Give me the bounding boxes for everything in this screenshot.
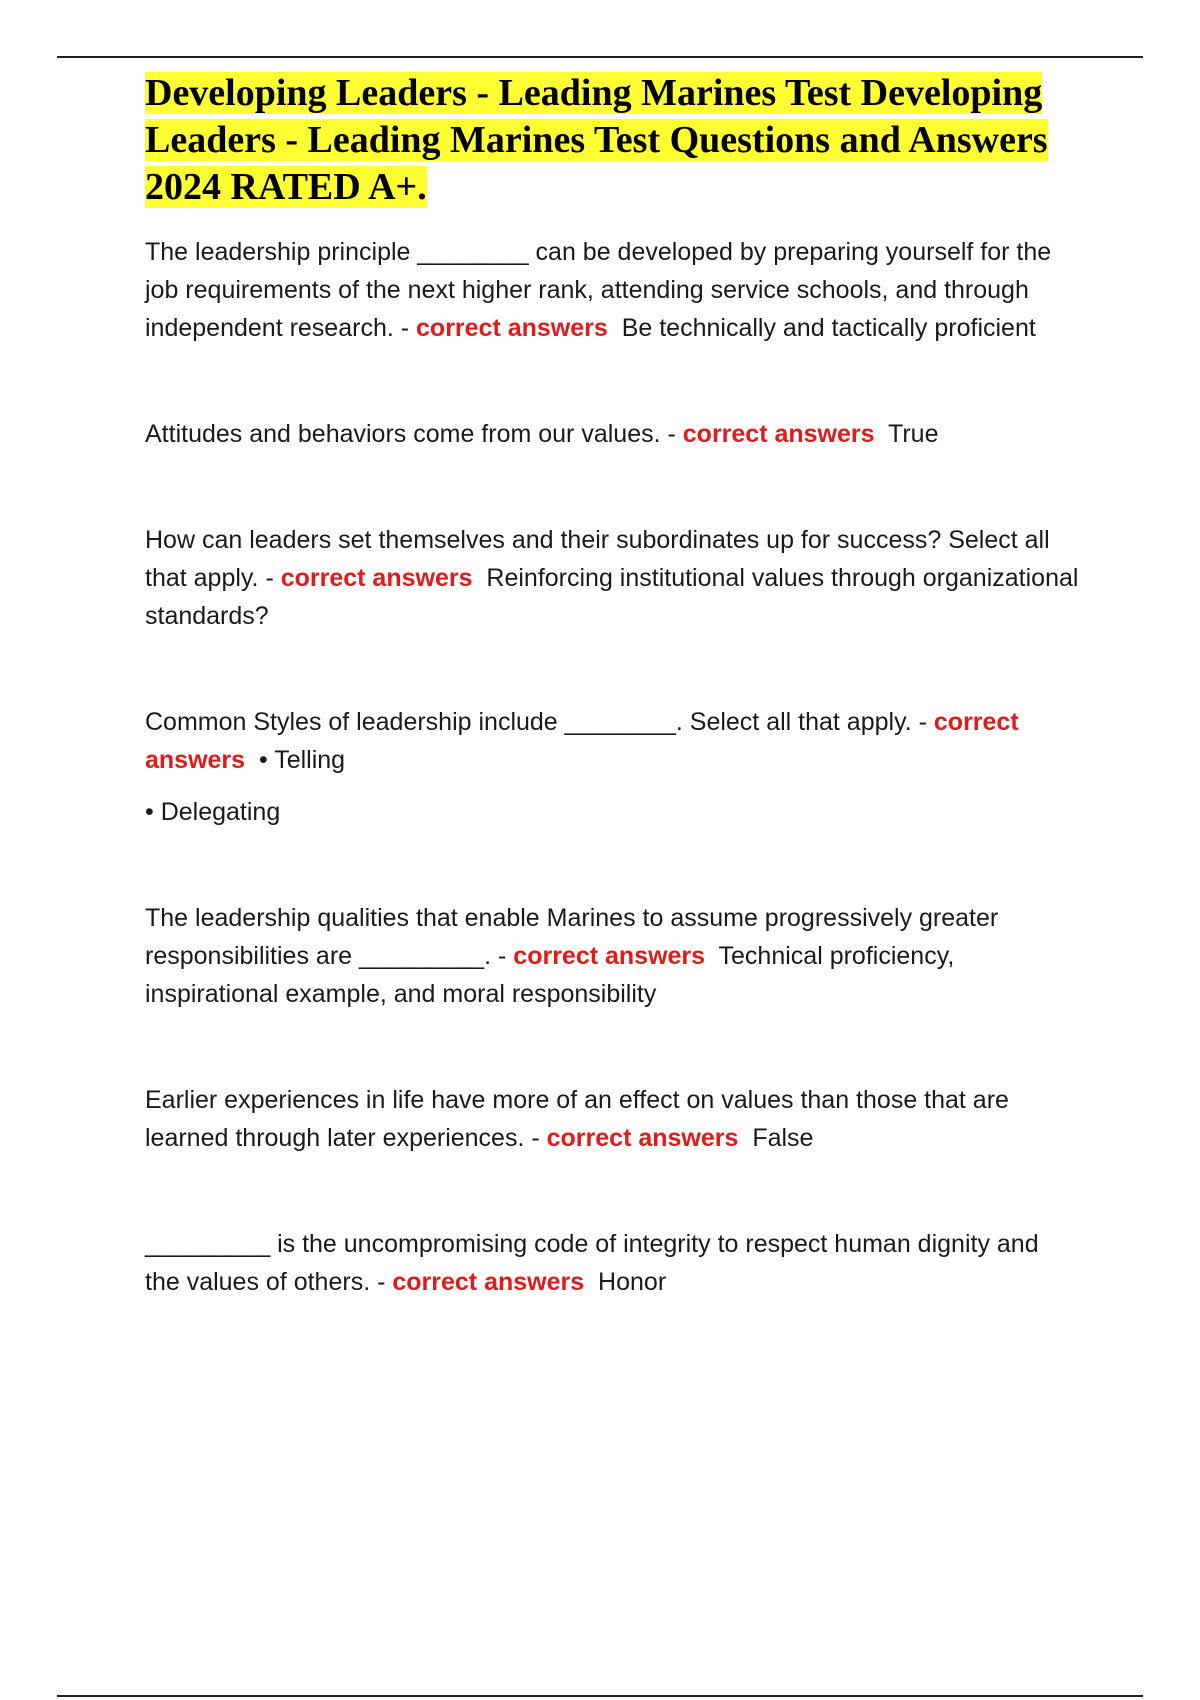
correct-answers-marker: correct answers	[416, 314, 608, 342]
correct-answers-marker: correct answers	[546, 1124, 739, 1152]
answer-text: Be technically and tactically proficient	[621, 314, 1036, 342]
correct-answers-marker: correct answers	[145, 708, 1019, 774]
answer-text: False	[752, 1124, 814, 1152]
question-text: Common Styles of leadership include ________. Select all that apply. -	[145, 708, 934, 736]
qa-item-3	[145, 521, 1080, 635]
question-text: Earlier experiences in life have more of an effect on values than those that are learned through later experiences. -	[145, 1086, 1009, 1152]
answer-text: Technical proficiency, inspirational example, and moral responsibility	[145, 942, 955, 1008]
qa-item-6	[145, 1081, 1080, 1157]
bottom-rule	[57, 1695, 1143, 1697]
answer-text: True	[888, 420, 939, 448]
question-text: How can leaders set themselves and their subordinates up for success? Select all that apply. -	[145, 526, 1050, 592]
question-text: The leadership principle ________ can be developed by preparing yourself for the job requirements of the next higher rank, attending service schools, and through independent research. -	[145, 238, 1052, 342]
question-text: Attitudes and behaviors come from our values. -	[145, 420, 683, 448]
top-rule	[57, 56, 1143, 58]
qa-item-1	[145, 233, 1080, 347]
correct-answers-marker: correct answers	[392, 1268, 585, 1296]
qa-item-7	[145, 1225, 1080, 1301]
answer-text: Reinforcing institutional values through organizational standards?	[145, 564, 1079, 630]
document-body	[145, 70, 1080, 1301]
answer-text: Honor	[598, 1268, 667, 1296]
correct-answers-marker: correct answers	[513, 942, 706, 970]
correct-answers-marker: correct answers	[280, 564, 473, 592]
answer-text: • Telling	[258, 746, 346, 774]
qa-item-4-extra-answer: • Delegating	[145, 798, 281, 826]
qa-item-2	[145, 415, 1080, 453]
qa-item-5	[145, 899, 1080, 1013]
title-highlight: Developing Leaders - Leading Marines Test Developing Leaders - Leading Marines Test Questions and Answers 2024 RATED A+.	[145, 72, 1048, 208]
document-title	[145, 70, 1080, 211]
qa-item-4	[145, 703, 1080, 779]
correct-answers-marker: correct answers	[682, 420, 875, 448]
question-text: The leadership qualities that enable Marines to assume progressively greater responsibilities are _________. -	[145, 904, 999, 970]
question-text: _________ is the uncompromising code of integrity to respect human dignity and the values of others. -	[145, 1230, 1039, 1296]
